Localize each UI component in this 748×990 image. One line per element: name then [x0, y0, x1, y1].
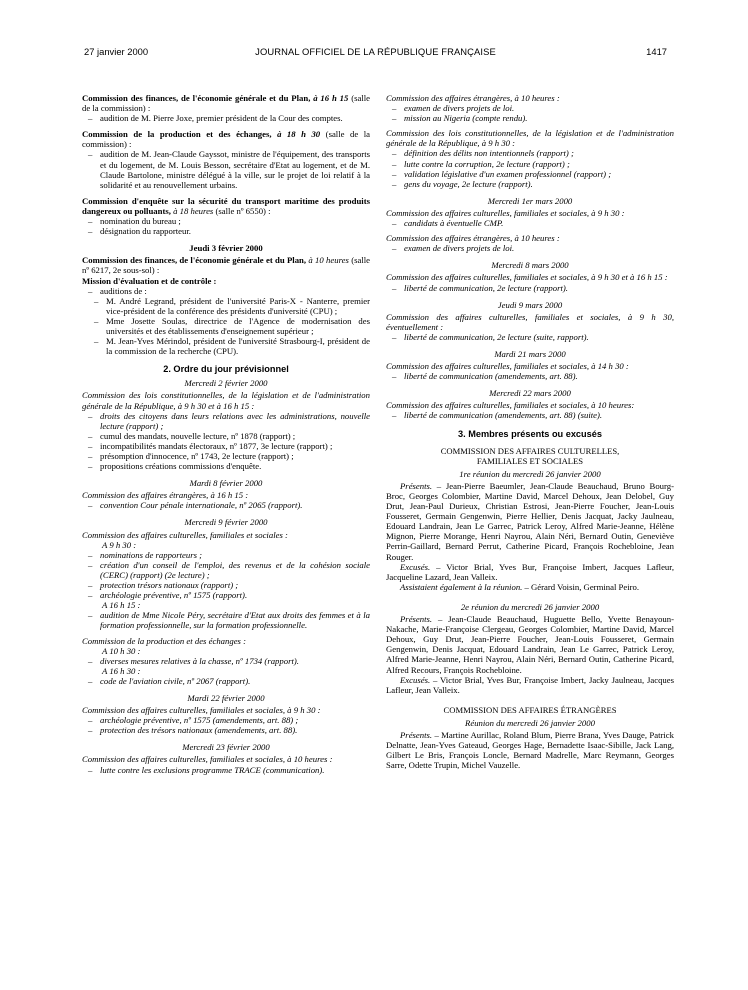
commission-culturelles-entry-2: Commission des affaires culturelles, familiales et sociales, à 9 h 30 :	[82, 705, 321, 716]
commission-etrangeres-entry: Commission des affaires étrangères, à 10 heures :	[386, 93, 560, 103]
commission-culturelles-entry-3: Commission des affaires culturelles, familiales et sociales, à 10 heures :	[82, 754, 333, 765]
list-item: – candidats à éventuelle CMP.	[386, 218, 674, 228]
commission-finances-items	[82, 113, 370, 123]
header-page-number: 1417	[646, 46, 667, 57]
commission-culturelles-items-2	[386, 283, 674, 293]
present-members: Présents. – Jean-Claude Beauchaud, Huguette Bello, Yvette Benayoun-Nakache, Marie-Françoise Clergeau, Georges Colombier, Martine David, Marcel Dehoux, Guy Drut, Jean-Pierre Foucher, Jean-Louis Fousseret, Germain Gengenwin, Denis Jacquat, Edouard Landrain, Jean Le Garrec, Patrick Leroy, Alfred Marie-Jeanne, Henri Nayrou, Alain Néri, Bernard Outin, Catherine Picard, Alfred Recours, François Rochebloine.	[386, 614, 675, 675]
excused-members: Excusés. – Victor Brial, Yves Bur, Françoise Imbert, Jacky Jaulneau, Jacques Lafleur, Jean Valleix.	[386, 674, 675, 695]
list-item: – audition de M. Jean-Claude Gayssot, ministre de l'équipement, des transports et du logement, de M. Louis Besson, secrétaire d'Etat au logement, et de M. Claude Bartolone, ministre délégué à la ville, sur le projet de loi relatif à la solidarité et au renouvellement urbains.	[82, 149, 370, 189]
date-heading: Mercredi 8 mars 2000	[491, 260, 569, 271]
list-item: – archéologie préventive, nº 1575 (amendements, art. 88) ;	[82, 715, 370, 725]
list-item: – mission au Nigeria (compte rendu).	[386, 113, 674, 123]
meeting-heading: 1re réunion du mercredi 26 janvier 2000	[459, 468, 601, 479]
time-label: A 16 h 30 :	[102, 665, 141, 676]
date-heading: Mardi 21 mars 2000	[494, 348, 566, 359]
list-item: – propositions créations commissions d'enquête.	[82, 461, 370, 471]
list-item: – protection trésors nationaux (rapport) ;	[82, 580, 370, 590]
list-item: – code de l'aviation civile, nº 2067 (rapport).	[82, 676, 370, 686]
commission-culturelles-items-2	[82, 715, 370, 735]
header-date: 27 janvier 2000	[84, 46, 149, 57]
commission-production-items-morning	[82, 656, 370, 666]
commission-finances-entry: Commission des finances, de l'économie générale et du Plan, à 16 h 15 (salle de la commission) :	[82, 93, 371, 114]
date-heading: Jeudi 9 mars 2000	[497, 299, 563, 310]
header-title: JOURNAL OFFICIEL DE LA RÉPUBLIQUE FRANÇAISE	[255, 46, 496, 57]
date-heading: Mercredi 23 février 2000	[182, 742, 270, 753]
commission-culturelles-items-4	[386, 371, 674, 381]
list-item: – définition des délits non intentionnels (rapport) ;	[386, 148, 674, 158]
commission-culturelles-entry-3: Commission des affaires culturelles, familiales et sociales, à 9 h 30, éventuellement :	[386, 311, 674, 332]
commission-etrangeres-items	[82, 500, 370, 510]
list-item: – gens du voyage, 2e lecture (rapport).	[386, 179, 674, 189]
left-column	[82, 93, 370, 775]
list-item: – Mme Josette Soulas, directrice de l'Agence de modernisation des universités et des établissements d'enseignement supérieur ;	[82, 316, 370, 336]
auditions-items	[82, 296, 370, 357]
right-column	[386, 93, 674, 770]
commission-production-items-afternoon	[82, 676, 370, 686]
list-item: – liberté de communication (amendements, art. 88) (suite).	[386, 410, 674, 420]
commission-culturelles-entry: Commission des affaires culturelles, familiales et sociales :	[82, 529, 288, 540]
auditions-label: – auditions de :	[82, 286, 370, 296]
list-item: – archéologie préventive, nº 1575 (rapport).	[82, 590, 370, 600]
mission-heading: Mission d'évaluation et de contrôle :	[82, 275, 217, 286]
date-heading: Mardi 8 février 2000	[189, 478, 263, 489]
commission-culturelles-items	[386, 218, 674, 228]
commission-lois-entry: Commission des lois constitutionnelles, de la législation et de l'administration générale de la République, à 9 h 30 :	[386, 128, 674, 149]
date-heading: Mercredi 22 mars 2000	[489, 388, 571, 399]
commission-lois-items	[82, 431, 370, 471]
date-heading: Jeudi 3 février 2000	[189, 243, 263, 254]
date-heading: Mercredi 1er mars 2000	[487, 195, 573, 206]
excused-members: Excusés. – Victor Brial, Yves Bur, Françoise Imbert, Jacques Lafleur, Jacqueline Lazard, Jean Valleix.	[386, 561, 674, 582]
commission-culturelles-items-3	[386, 332, 674, 342]
commission-enquete-entry: Commission d'enquête sur la sécurité du transport maritime des produits dangereux ou polluants, à 18 heures (salle nº 6550) :	[82, 195, 370, 216]
commission-lois-entry: Commission des lois constitutionnelles, de la législation et de l'administration générale de la République, à 9 h 30 et à 16 h 15 :	[82, 390, 370, 411]
list-item: – liberté de communication, 2e lecture (suite, rapport).	[386, 332, 674, 342]
list-item: – protection des trésors nationaux (amendements, art. 88).	[82, 725, 370, 735]
list-item: – présomption d'innocence, nº 1743, 2e lecture (rapport) ;	[82, 451, 370, 461]
commission-culturelles-entry-4: Commission des affaires culturelles, familiales et sociales, à 14 h 30 :	[386, 361, 629, 372]
date-heading: Mardi 22 février 2000	[187, 692, 265, 703]
list-item: – examen de divers projets de loi.	[386, 243, 674, 253]
list-item: – M. Jean-Yves Mérindol, président de l'université Strasbourg-I, président de la commission de la recherche (CPU).	[82, 336, 370, 356]
commission-etrangeres-entry: Commission des affaires étrangères, à 16 h 15 :	[82, 490, 249, 501]
page-header	[84, 46, 667, 60]
also-attending: Assistaient également à la réunion. – Gérard Voisin, Germinal Peiro.	[400, 581, 640, 592]
meeting-heading: Réunion du mercredi 26 janvier 2000	[465, 717, 595, 728]
commission-name-heading: COMMISSION DES AFFAIRES ÉTRANGÈRES	[443, 704, 617, 715]
commission-production-entry: Commission de la production et des échanges, à 18 h 30 (salle de la commission) :	[82, 129, 370, 150]
commission-name-heading: COMMISSION DES AFFAIRES CULTURELLES,	[440, 445, 620, 456]
commission-culturelles-entry: Commission des affaires culturelles, familiales et sociales, à 9 h 30 :	[386, 207, 625, 218]
present-members: Présents. – Martine Aurillac, Roland Blum, Pierre Brana, Yves Dauge, Patrick Delnatte, Jean-Yves Gateaud, Georges Hage, Bernadette Isaac-Sibille, Jack Lang, Gilbert Le Bris, François Loncle, Bernard Madrelle, Marc Reymann, Georges Sarre, Odette Trupin, Michel Vauzelle.	[386, 729, 674, 771]
commission-enquete-items	[82, 216, 370, 236]
list-item: – diverses mesures relatives à la chasse, nº 1734 (rapport).	[82, 656, 370, 666]
list-item: – désignation du rapporteur.	[82, 226, 370, 236]
commission-production-items	[82, 149, 370, 189]
section-3-title: 3. Membres présents ou excusés	[457, 428, 602, 439]
list-item: – M. André Legrand, président de l'université Paris-X - Nanterre, premier vice-président de la conférence des présidents d'université (CPU) ;	[82, 296, 370, 316]
commission-etrangeres-entry-2: Commission des affaires étrangères, à 10 heures :	[386, 233, 560, 244]
list-item: – validation législative d'un examen professionnel (rapport) ;	[386, 169, 674, 179]
commission-culturelles-entry-2: Commission des affaires culturelles, familiales et sociales, à 9 h 30 et à 16 h 15 :	[386, 272, 668, 283]
list-item: – cumul des mandats, nouvelle lecture, nº 1878 (rapport) ;	[82, 431, 370, 441]
commission-culturelles-items-3	[82, 765, 370, 775]
time-label: A 10 h 30 :	[102, 645, 141, 656]
commission-culturelles-items-5	[386, 410, 674, 420]
meeting-heading: 2e réunion du mercredi 26 janvier 2000	[460, 601, 600, 612]
date-heading: Mercredi 9 février 2000	[184, 517, 268, 528]
list-item: – liberté de communication, 2e lecture (rapport).	[386, 283, 674, 293]
list-item: – audition de M. Pierre Joxe, premier président de la Cour des comptes.	[82, 113, 370, 123]
list-item: – convention Cour pénale internationale, nº 2065 (rapport).	[82, 500, 370, 510]
commission-production-entry-2: Commission de la production et des échanges :	[82, 635, 246, 646]
list-item: – liberté de communication (amendements, art. 88).	[386, 371, 674, 381]
date-heading: Mercredi 2 février 2000	[184, 378, 268, 389]
time-label: A 9 h 30 :	[102, 539, 137, 550]
time-label: A 16 h 15 :	[102, 600, 141, 611]
list-item: – nominations de rapporteurs ;	[82, 550, 370, 560]
present-members: Présents. – Jean-Pierre Baeumler, Jean-Claude Beauchaud, Bruno Bourg-Broc, Georges Colombier, Martine David, Marcel Dehoux, Jean Delobel, Guy Drut, Jean-Paul Durieux, Christian Estrosi, Jean-Pierre Foucher, Jean-Louis Fousseret, Germain Gengenwin, Pierre Hellier, Denis Jacquat, Jacky Jaulneau, Edouard Landrain, Jean Le Garrec, Patrick Leroy, Alfred Marie-Jeanne, Hélène Mignon, Pierre Morange, Henri Nayrou, Alain Néri, Bernard Outin, Geneviève Perrin-Gaillard, Bernard Perrut, Catherine Picard, François Rochebloine, Jean Rouger.	[386, 480, 674, 562]
list-item: – nomination du bureau ;	[82, 216, 370, 226]
commission-culturelles-items-afternoon	[82, 610, 370, 630]
list-item: – audition de Mme Nicole Péry, secrétaire d'Etat aux droits des femmes et à la formation professionnelle, sur la formation professionnelle.	[82, 610, 370, 630]
commission-etrangeres-items-2	[386, 243, 674, 253]
commission-culturelles-items-morning	[82, 550, 370, 600]
commission-lois-items	[386, 148, 674, 188]
list-item: – incompatibilités mandats électoraux, nº 1877, 3e lecture (rapport) ;	[82, 441, 370, 451]
commission-finances-entry-2: Commission des finances, de l'économie générale et du Plan, à 10 heures (salle nº 6217, 2e sous-sol) :	[82, 255, 371, 276]
list-item: – examen de divers projets de loi.	[386, 103, 674, 113]
list-item: – lutte contre la corruption, 2e lecture (rapport) ;	[386, 159, 674, 169]
list-item: – création d'un conseil de l'emploi, des revenus et de la cohésion sociale (CERC) (rapport) (2e lecture) ;	[82, 560, 370, 580]
list-item: – droits des citoyens dans leurs relations avec les administrations, nouvelle lecture (rapport) ;	[82, 411, 370, 431]
commission-name-heading-line2: FAMILIALES ET SOCIALES	[476, 455, 584, 466]
list-item: – lutte contre les exclusions programme TRACE (communication).	[82, 765, 370, 775]
section-2-title: 2. Ordre du jour prévisionnel	[163, 364, 289, 375]
commission-culturelles-entry-5: Commission des affaires culturelles, familiales et sociales, à 10 heures:	[386, 400, 635, 411]
commission-etrangeres-items	[386, 103, 674, 123]
commission-lois-items-italic	[82, 411, 370, 431]
